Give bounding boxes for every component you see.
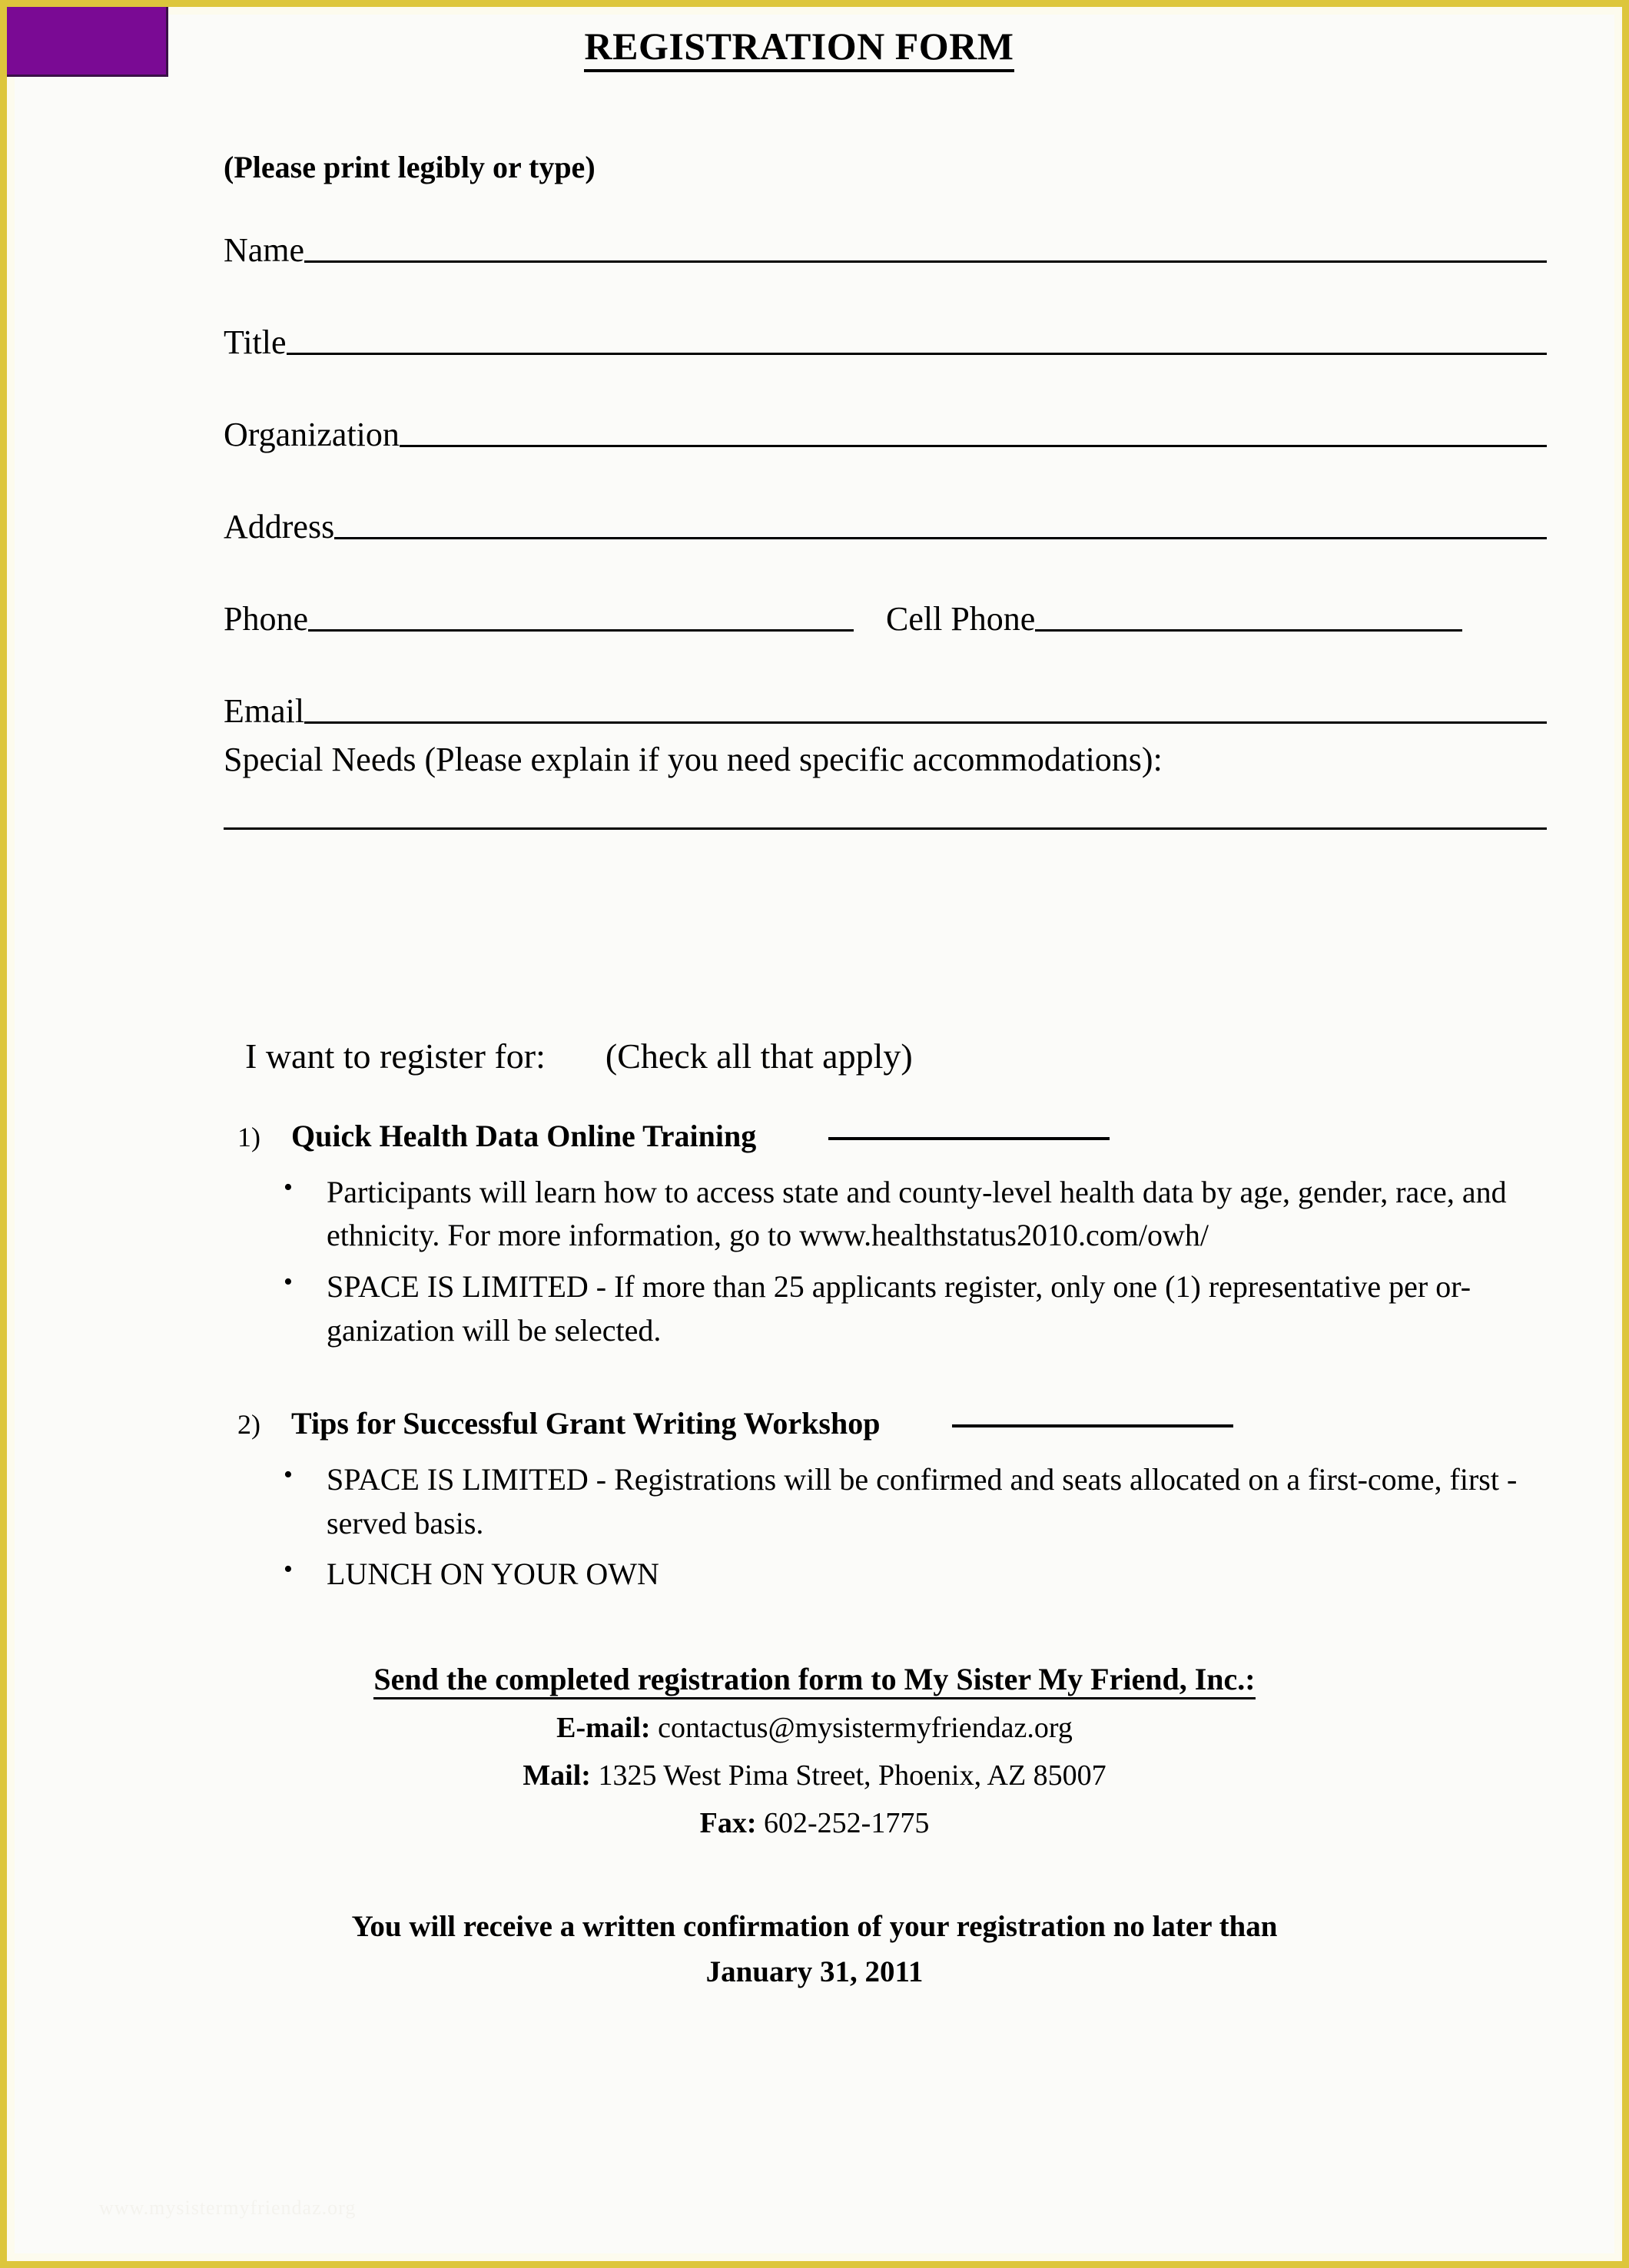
cell-phone-input-rule[interactable] [1035, 629, 1462, 632]
email-input-rule[interactable] [304, 721, 1547, 724]
option-2-bullets [237, 1458, 1553, 1597]
field-row-title [224, 323, 1547, 361]
option-item-2 [237, 1405, 1553, 1441]
register-heading [245, 1036, 1622, 1076]
address-label: Address [224, 508, 335, 545]
option-item-1 [237, 1118, 1553, 1154]
contact-email-value[interactable]: contactus@mysistermyfriendaz.org [658, 1712, 1073, 1745]
phone-label: Phone [224, 600, 308, 638]
confirmation-text: You will receive a written confirmation of your registration no later than [351, 1910, 1278, 1944]
option-1-number: 1) [237, 1121, 260, 1152]
title-label: Title [224, 323, 287, 361]
page-watermark: www.mysistermyfriendaz.org [99, 2197, 357, 2219]
option-1-checkbox-line[interactable] [828, 1137, 1110, 1140]
print-instruction: (Please print legibly or type) [224, 150, 596, 184]
field-row-organization [224, 418, 1547, 452]
page-title-text: REGISTRATION FORM [584, 25, 1014, 72]
special-needs-input-rule[interactable] [224, 827, 1547, 830]
title-input-rule[interactable] [287, 353, 1547, 355]
page-title [7, 7, 1591, 68]
form-content [7, 7, 1622, 2261]
contact-fax-value: 602-252-1775 [764, 1807, 930, 1840]
send-to-heading [84, 1661, 1545, 1697]
option-1-title: Quick Health Data Online Training [291, 1118, 757, 1153]
list-item: • SPACE IS LIMITED - If more than 25 applicants register, only one (1) representative per or-ganization will be selected. [237, 1265, 1553, 1353]
field-row-address [224, 510, 1547, 544]
list-item: • LUNCH ON YOUR OWN [237, 1553, 1553, 1597]
contact-fax-label: Fax: [699, 1807, 757, 1840]
name-label: Name [224, 231, 305, 269]
register-heading-text: I want to register for: [245, 1036, 546, 1076]
confirmation-notice [84, 1905, 1545, 1994]
special-needs-label: Special Needs (Please explain if you need specific accommodations): [224, 741, 1163, 778]
phone-input-rule[interactable] [308, 629, 854, 632]
confirmation-date: January 31, 2011 [705, 1955, 924, 1988]
list-item: • SPACE IS LIMITED - Registrations will be confirmed and seats allocated on a first-come, first -served basis. [237, 1458, 1553, 1546]
cell-phone-label: Cell Phone [886, 600, 1036, 638]
send-to-text: Send the completed registration form to My Sister My Friend, Inc.: [373, 1662, 1255, 1699]
email-label: Email [224, 692, 305, 730]
option-2-checkbox-line[interactable] [952, 1424, 1233, 1427]
register-instruction-text: (Check all that apply) [605, 1036, 913, 1076]
address-input-rule[interactable] [334, 537, 1547, 539]
field-row-name [224, 231, 1547, 269]
contact-mail-line [84, 1759, 1545, 1792]
option-1-bullets [237, 1171, 1553, 1353]
options-spacer [237, 1361, 1553, 1405]
submission-instructions [84, 1661, 1545, 1840]
contact-fax-line [84, 1806, 1545, 1840]
organization-input-rule[interactable] [400, 445, 1547, 447]
organization-label: Organization [224, 416, 400, 453]
option-2-number: 2) [237, 1408, 260, 1440]
registration-options-list [237, 1118, 1553, 1597]
contact-email-line [84, 1711, 1545, 1745]
applicant-fields [224, 231, 1547, 730]
name-input-rule[interactable] [304, 260, 1547, 263]
contact-mail-value: 1325 West Pima Street, Phoenix, AZ 85007 [598, 1759, 1106, 1792]
contact-email-label: E-mail: [556, 1712, 651, 1745]
list-item: • Participants will learn how to access state and county-level health data by age, gender, race, and ethnicity. For more information, go to www.healthstatus2010.com/owh/ [237, 1171, 1553, 1258]
option-2-title: Tips for Successful Grant Writing Workshop [291, 1405, 881, 1441]
field-row-phone [224, 602, 1547, 636]
organization-logo-block [4, 4, 168, 77]
contact-mail-label: Mail: [523, 1759, 591, 1792]
field-row-email [224, 692, 1547, 730]
